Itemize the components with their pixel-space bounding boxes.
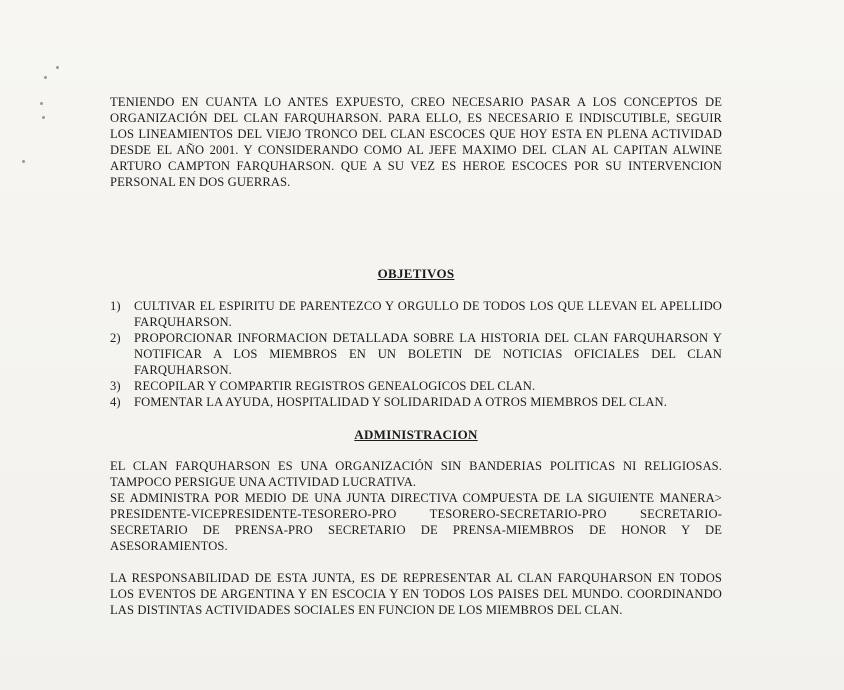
responsibility-paragraph — [110, 570, 722, 618]
responsibility-text: LA RESPONSABILIDAD DE ESTA JUNTA, ES DE REPRESENTAR AL CLAN FARQUHARSON EN TODOS LOS EVENTOS DE ARGENTINA Y EN ESCOCIA Y EN TODOS LOS PAISES DEL MUNDO. COORDINANDO LAS DISTINTAS ACTIVIDADES SOCIALES EN FUNCION DE LOS MIEMBROS DEL CLAN. — [110, 571, 722, 617]
list-item — [110, 378, 722, 394]
objectives-list — [110, 298, 722, 410]
item-number: 3) — [110, 379, 121, 393]
item-text: PROPORCIONAR INFORMACION DETALLADA SOBRE LA HISTORIA DEL CLAN FARQUHARSON Y NOTIFICAR A LOS MIEMBROS EN UN BOLETIN DE NOTICIAS OFICIALES DEL CLAN FARQUHARSON. — [134, 331, 722, 377]
intro-text: TENIENDO EN CUANTA LO ANTES EXPUESTO, CREO NECESARIO PASAR A LOS CONCEPTOS DE ORGANIZACIÓN DEL CLAN FARQUHARSON. PARA ELLO, ES NECESARIO E INDISCUTIBLE, SEGUIR LOS LINEAMIENTOS DEL VIEJO TRONCO DEL CLAN ESCOCES QUE HOY ESTA EN PLENA ACTIVIDAD DESDE EL AÑO 2001. Y CONSIDERANDO COMO AL JEFE MAXIMO DEL CLAN AL CAPITAN ALWINE ARTURO CAMPTON FARQUHARSON. QUE A SU VEZ ES HEROE ESCOCES POR SU INTERVENCION PERSONAL EN DOS GUERRAS. — [110, 95, 722, 189]
list-item — [110, 330, 722, 378]
administration-paragraph-2: SE ADMINISTRA POR MEDIO DE UNA JUNTA DIRECTIVA COMPUESTA DE LA SIGUIENTE MANERA> PRESIDENTE-VICEPRESIDENTE-TESORERO-PRO TESORERO-SECRETARIO-PRO SECRETARIO-SECRETARIO DE PRENSA-PRO SECRETARIO DE PRENSA-MIEMBROS DE HONOR Y DE ASESORAMIENTOS. — [110, 491, 722, 553]
list-item — [110, 298, 722, 330]
objectives-heading: OBJETIVOS — [377, 266, 455, 281]
item-text: FOMENTAR LA AYUDA, HOSPITALIDAD Y SOLIDARIDAD A OTROS MIEMBROS DEL CLAN. — [134, 395, 667, 409]
item-text: CULTIVAR EL ESPIRITU DE PARENTEZCO Y ORGULLO DE TODOS LOS QUE LLEVAN EL APELLIDO FARQUHARSON. — [134, 299, 722, 329]
administration-heading: ADMINISTRACION — [354, 427, 478, 442]
administration-body — [110, 458, 722, 554]
intro-paragraph — [110, 94, 722, 190]
list-item — [110, 394, 722, 410]
administration-paragraph-1: EL CLAN FARQUHARSON ES UNA ORGANIZACIÓN SIN BANDERIAS POLITICAS NI RELIGIOSAS. TAMPOCO PERSIGUE UNA ACTIVIDAD LUCRATIVA. — [110, 459, 722, 489]
item-text: RECOPILAR Y COMPARTIR REGISTROS GENEALOGICOS DEL CLAN. — [134, 379, 536, 393]
item-number: 4) — [110, 395, 121, 409]
item-number: 1) — [110, 299, 121, 313]
item-number: 2) — [110, 331, 121, 345]
